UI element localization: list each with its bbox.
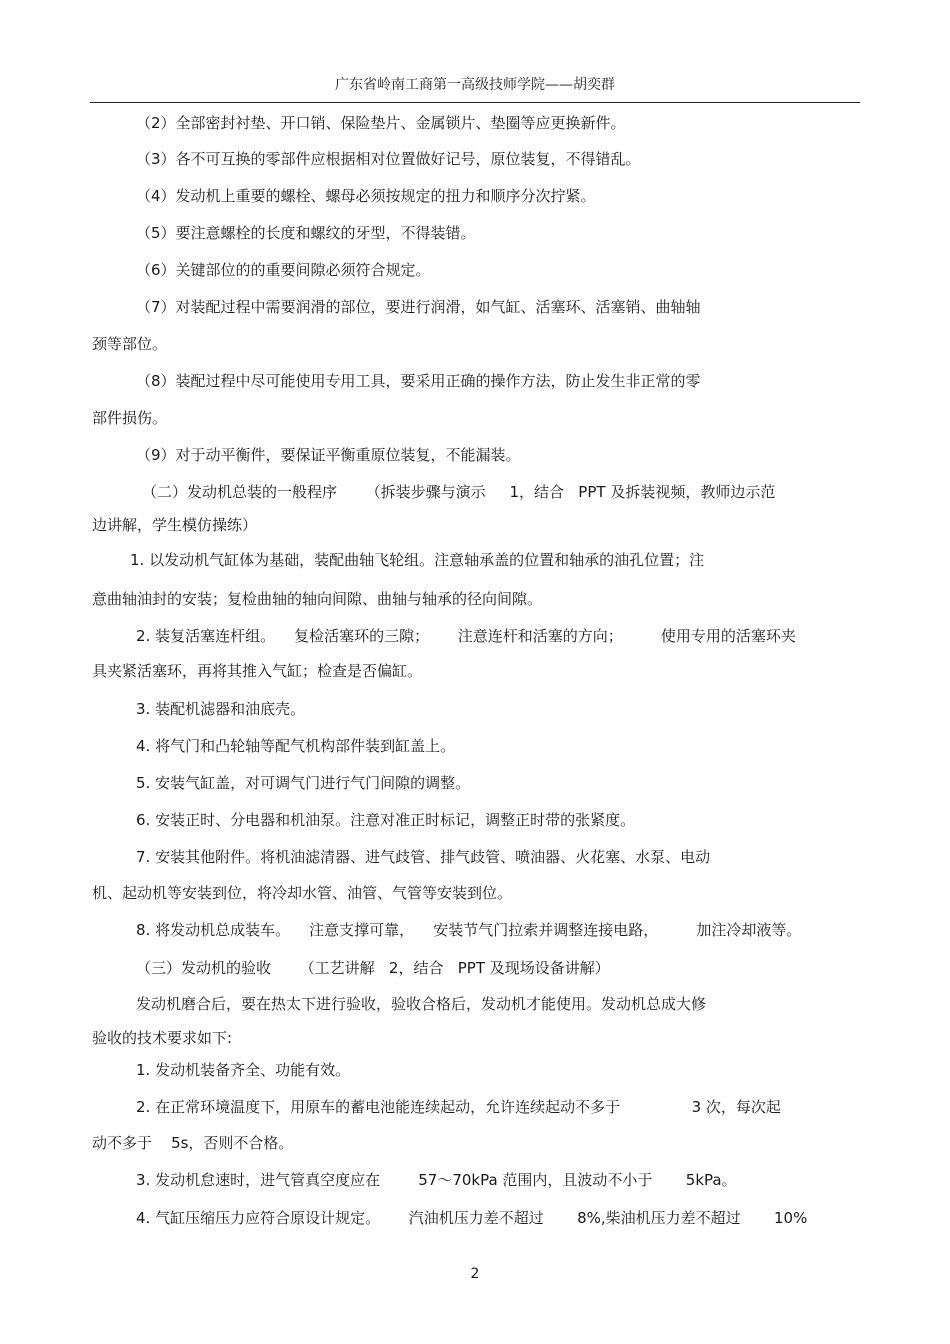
text-line: 机、起动机等安装到位，将冷却水管、油管、气管等安装到位。 — [92, 884, 513, 902]
list-item: 4. 气缸压缩压力应符合原设计规定。 汽油机压力差不超过 8%,柴油机压力差不超过 10% — [136, 1209, 808, 1227]
page-header: 广东省岭南工商第一高级技师学院——胡奕群 — [335, 77, 615, 93]
list-item: 2. 在正常环境温度下，用原车的蓄电池能连续起动，允许连续起动不多于 3 次，每次起 — [136, 1098, 781, 1116]
text-line: （5）要注意螺栓的长度和螺纹的牙型，不得装错。 — [136, 224, 476, 242]
text-line: （7）对装配过程中需要润滑的部位，要进行润滑，如气缸、活塞环、活塞销、曲轴轴 — [136, 298, 701, 316]
section-heading: （二）发动机总装的一般程序 （拆装步骤与演示 1，结合 PPT 及拆装视频，教师边示范 — [142, 483, 776, 501]
list-item: 4. 将气门和凸轮轴等配气机构部件装到缸盖上。 — [136, 737, 456, 755]
text-line: 意曲轴油封的安装；复检曲轴的轴向间隙、曲轴与轴承的径向间隙。 — [92, 590, 543, 608]
text-line: （4）发动机上重要的螺栓、螺母必须按规定的扭力和顺序分次拧紧。 — [136, 187, 596, 205]
text-line: （8）装配过程中尽可能使用专用工具，要采用正确的操作方法，防止发生非正常的零 — [136, 372, 701, 390]
header-divider — [90, 102, 860, 103]
list-item: 3. 发动机怠速时，进气管真空度应在 57～70kPa 范围内，且波动不小于 5kPa。 — [136, 1171, 737, 1189]
text-line: 动不多于 5s，否则不合格。 — [92, 1134, 294, 1152]
list-item: 6. 安装正时、分电器和机油泵。注意对准正时标记，调整正时带的张紧度。 — [136, 811, 636, 829]
text-line: （3）各不可互换的零部件应根据相对位置做好记号，原位装复，不得错乱。 — [136, 150, 641, 168]
list-item: 2. 装复活塞连杆组。 复检活塞环的三隙； 注意连杆和活塞的方向； 使用专用的活塞环夹 — [136, 627, 796, 645]
text-line: 部件损伤。 — [92, 409, 168, 427]
page-number: 2 — [470, 1266, 480, 1282]
list-item: 3. 装配机滤器和油底壳。 — [136, 700, 306, 718]
list-item: 1. 发动机装备齐全、功能有效。 — [136, 1061, 351, 1079]
section-heading: （三）发动机的验收 （工艺讲解 2，结合 PPT 及现场设备讲解） — [136, 959, 610, 977]
text-line: 验收的技术要求如下: — [92, 1029, 233, 1047]
text-line: （6）关键部位的的重要间隙必须符合规定。 — [136, 261, 431, 279]
text-line: （2）全部密封衬垫、开口销、保险垫片、金属锁片、垫圈等应更换新件。 — [136, 114, 626, 132]
list-item: 5. 安装气缸盖，对可调气门进行气门间隙的调整。 — [136, 774, 471, 792]
text-line: 颈等部位。 — [92, 335, 168, 353]
list-item: 1. 以发动机气缸体为基础，装配曲轴飞轮组。注意轴承盖的位置和轴承的油孔位置；注 — [130, 551, 705, 569]
text-line: 具夹紧活塞环，再将其推入气缸；检查是否偏缸。 — [92, 662, 423, 680]
list-item: 7. 安装其他附件。将机油滤清器、进气歧管、排气歧管、喷油器、火花塞、水泵、电动 — [136, 848, 711, 866]
text-line: （9）对于动平衡件，要保证平衡重原位装复，不能漏装。 — [136, 446, 521, 464]
text-line: 边讲解，学生模仿操练） — [92, 516, 258, 534]
list-item: 8. 将发动机总成装车。 注意支撑可靠， 安装节气门拉索并调整连接电路， 加注冷却液等。 — [136, 921, 802, 939]
text-line: 发动机磨合后，要在热太下进行验收，验收合格后，发动机才能使用。发动机总成大修 — [136, 995, 707, 1013]
